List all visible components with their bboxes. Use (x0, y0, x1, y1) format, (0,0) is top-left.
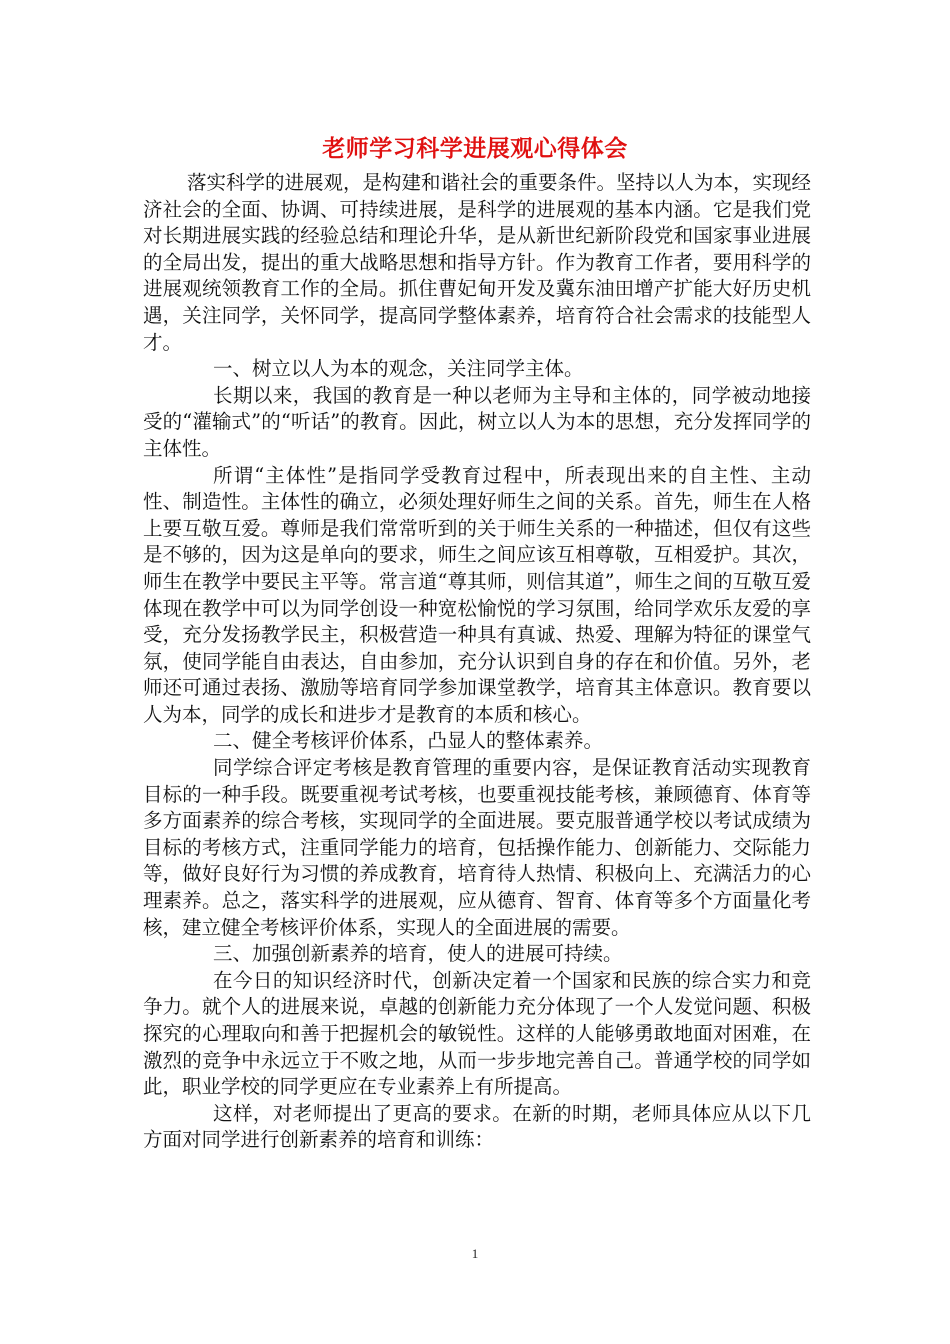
paragraph: 这样，对老师提出了更高的要求。在新的时期，老师具体应从以下几方面对同学进行创新素养的培育和训练： (143, 1101, 811, 1152)
paragraph: 同学综合评定考核是教育管理的重要内容，是保证教育活动实现教育目标的一种手段。既要重视考试考核，也要重视技能考核，兼顾德育、体育等多方面素养的综合考核，实现同学的全面进展。要克服普通学校以考试成绩为目标的考核方式，注重同学能力的培育，包括操作能力、创新能力、交际能力等，做好良好行为习惯的养成教育，培育待人热情、积极向上、充满活力的心理素养。总之，落实科学的进展观，应从德育、智育、体育等多个方面量化考核，建立健全考核评价体系，实现人的全面进展的需要。 (143, 756, 811, 939)
paragraph: 长期以来，我国的教育是一种以老师为主导和主体的，同学被动地接受的“灌输式”的“听话”的教育。因此，树立以人为本的思想，充分发挥同学的主体性。 (143, 383, 811, 460)
paragraph: 在今日的知识经济时代，创新决定着一个国家和民族的综合实力和竞争力。就个人的进展来说，卓越的创新能力充分体现了一个人发觉问题、积极探究的心理取向和善于把握机会的敏锐性。这样的人能够勇敢地面对困难，在激烈的竞争中永远立于不败之地，从而一步步地完善自己。普通学校的同学如此，职业学校的同学更应在专业素养上有所提高。 (143, 968, 811, 1099)
page-number: 1 (471, 1246, 479, 1261)
section-heading-2: 二、健全考核评价体系，凸显人的整体素养。 (213, 729, 604, 753)
section-heading-1: 一、树立以人为本的观念，关注同学主体。 (213, 357, 584, 381)
paragraph-intro: 落实科学的进展观，是构建和谐社会的重要条件。坚持以人为本，实现经济社会的全面、协调、可持续进展，是科学的进展观的基本内涵。它是我们党对长期进展实践的经验总结和理论升华，是从新世纪新阶段党和国家事业进展的全局出发，提出的重大战略思想和指导方针。作为教育工作者，要用科学的进展观统领教育工作的全局。抓住曹妃甸开发及冀东油田增产扩能大好历史机遇，关注同学，关怀同学，提高同学整体素养，培育符合社会需求的技能型人才。 (143, 171, 812, 354)
section-heading-3: 三、加强创新素养的培育，使人的进展可持续。 (213, 942, 623, 966)
document-body (143, 170, 811, 1154)
document-title: 老师学习科学进展观心得体会 (322, 135, 628, 162)
paragraph: 所谓“主体性”是指同学受教育过程中，所表现出来的自主性、主动性、制造性。主体性的确立，必须处理好师生之间的关系。首先，师生在人格上要互敬互爱。尊师是我们常常听到的关于师生关系的一种描述，但仅有这些是不够的，因为这是单向的要求，师生之间应该互相尊敬，互相爱护。其次，师生在教学中要民主平等。常言道“尊其师，则信其道”，师生之间的互敬互爱体现在教学中可以为同学创设一种宽松愉悦的学习氛围，给同学欢乐友爱的享受，充分发扬教学民主，积极营造一种具有真诚、热爱、理解为特征的课堂气氛，使同学能自由表达，自由参加，充分认识到自身的存在和价值。另外，老师还可通过表扬、激励等培育同学参加课堂教学，培育其主体意识。教育要以人为本，同学的成长和进步才是教育的本质和核心。 (143, 463, 811, 726)
